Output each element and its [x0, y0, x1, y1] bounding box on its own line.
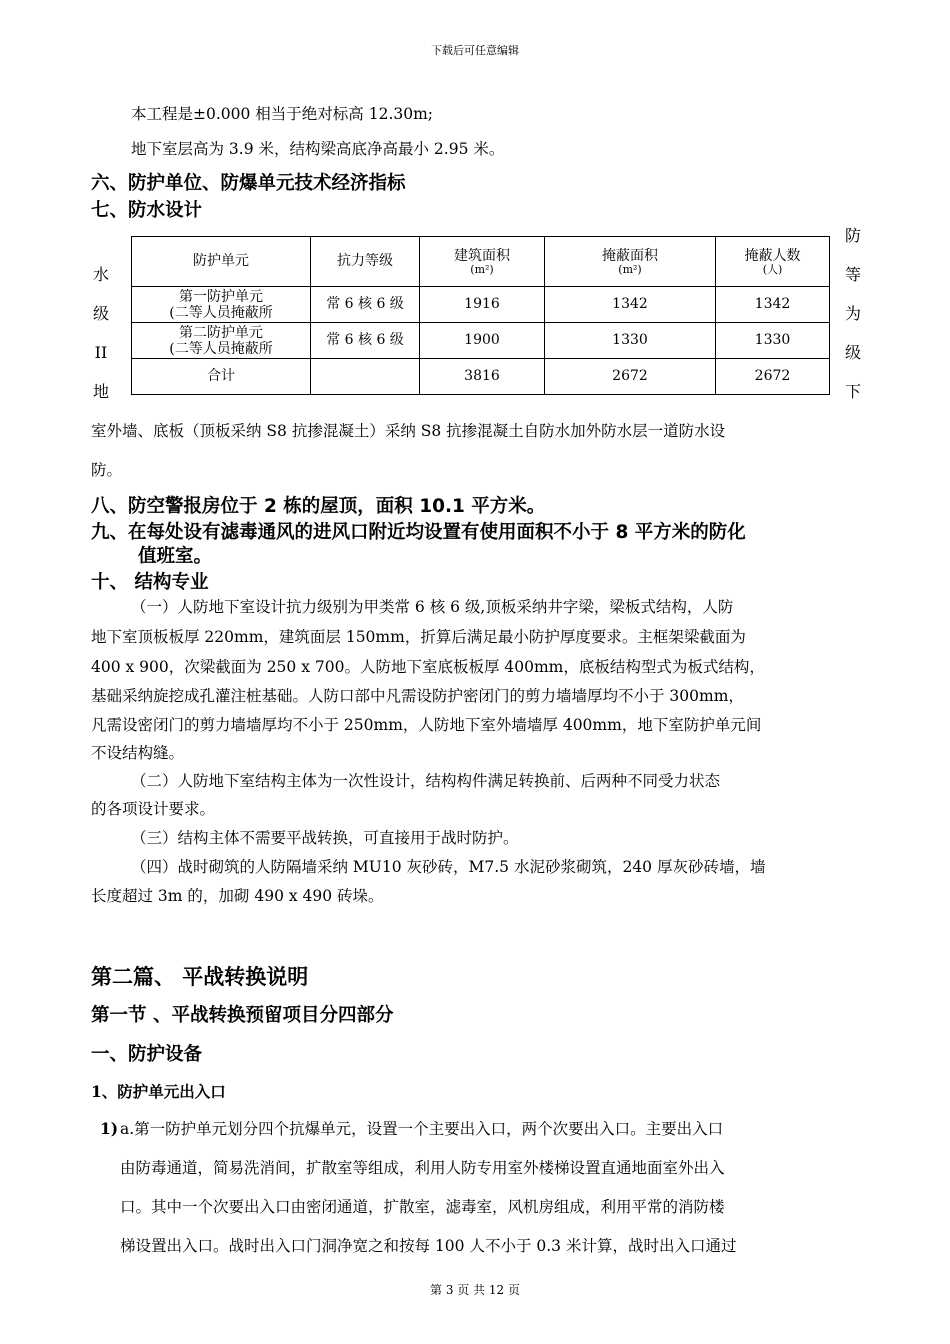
side-left-char: 地 — [92, 382, 109, 401]
side-left-char: 级 — [92, 304, 109, 323]
people-cell: 1330 — [716, 323, 830, 359]
section-one-title: 第一节 、平战转换预留项目分四部分 — [91, 1005, 394, 1026]
item-1a-line: 梯设置出入口。战时出入口门洞净宽之和按每 100 人不小于 0.3 米计算，战时出入口通过 — [120, 1237, 737, 1255]
part-two-title: 第二篇、 平战转换说明 — [91, 965, 309, 989]
item-1a-number: 1) — [100, 1119, 119, 1138]
people-cell: 2672 — [716, 359, 830, 395]
heading-9-cont: 值班室。 — [138, 546, 213, 567]
unit-cell: 第一防护单元 (二等人员掩蔽所 — [132, 287, 311, 323]
table-row — [132, 287, 830, 323]
table-total-row — [132, 359, 830, 395]
side-left-char: 水 — [92, 265, 109, 284]
shelter-cell: 2672 — [545, 359, 716, 395]
intro-line-2: 地下室层高为 3.9 米，结构梁高底净高最小 2.95 米。 — [131, 140, 505, 158]
side-left-char: II — [94, 343, 108, 362]
item-1: 1、防护单元出入口 — [91, 1082, 226, 1101]
side-right-char: 下 — [844, 382, 861, 401]
area-cell: 1916 — [420, 287, 545, 323]
structure-line: 地下室顶板板厚 220mm，建筑面层 150mm，折算后满足最小防护厚度要求。主框架梁截面为 — [91, 628, 746, 646]
structure-line: （四）战时砌筑的人防隔墙采纳 MU10 灰砂砖，M7.5 水泥砂浆砌筑，240 厚灰砂砖墙，墙 — [131, 858, 766, 876]
header-cell: 掩蔽面积 (m²) — [545, 237, 716, 287]
area-cell: 1900 — [420, 323, 545, 359]
structure-line: 凡需设密闭门的剪力墙墙厚均不小于 250mm，人防地下室外墙墙厚 400mm，地下室防护单元间 — [91, 716, 762, 734]
table-row — [132, 323, 830, 359]
side-right-char: 级 — [844, 343, 861, 362]
protection-unit-table — [131, 236, 830, 395]
unit-cell: 合计 — [132, 359, 311, 395]
item-1a-line: a.第一防护单元划分四个抗爆单元，设置一个主要出入口，两个次要出入口。主要出入口 — [120, 1120, 724, 1138]
structure-line: （二）人防地下室结构主体为一次性设计，结构构件满足转换前、后两种不同受力状态 — [131, 772, 721, 790]
heading-8: 八、防空警报房位于 2 栋的屋顶，面积 10.1 平方米。 — [91, 496, 546, 517]
page-header: 下载后可任意编辑 — [431, 44, 519, 57]
side-right-char: 为 — [844, 304, 861, 323]
structure-line: 基础采纳旋挖成孔灌注桩基础。人防口部中凡需设防护密闭门的剪力墙墙厚均不小于 300mm， — [91, 687, 744, 705]
grade-cell — [311, 359, 420, 395]
structure-line: 的各项设计要求。 — [91, 800, 216, 818]
shelter-cell: 1342 — [545, 287, 716, 323]
grade-cell: 常 6 核 6 级 — [311, 323, 420, 359]
structure-line: （一）人防地下室设计抗力级别为甲类常 6 核 6 级,顶板采纳井字梁，梁板式结构，人防 — [131, 598, 734, 616]
grade-cell: 常 6 核 6 级 — [311, 287, 420, 323]
header-cell: 抗力等级 — [311, 237, 420, 287]
unit-cell: 第二防护单元 (二等人员掩蔽所 — [132, 323, 311, 359]
item-1a-line: 口。其中一个次要出入口由密闭通道，扩散室，滤毒室，风机房组成，利用平常的消防楼 — [120, 1198, 725, 1216]
structure-line: 400 x 900，次梁截面为 250 x 700。人防地下室底板板厚 400mm，底板结构型式为板式结构， — [91, 658, 765, 676]
waterproof-line-2: 防。 — [91, 461, 123, 479]
heading-6: 六、防护单位、防爆单元技术经济指标 — [91, 173, 406, 194]
shelter-cell: 1330 — [545, 323, 716, 359]
table-header-row — [132, 237, 830, 287]
header-cell: 建筑面积 (m²) — [420, 237, 545, 287]
structure-line: 不设结构缝。 — [91, 744, 185, 762]
subsection-one-title: 一、防护设备 — [91, 1044, 203, 1065]
structure-line: （三）结构主体不需要平战转换，可直接用于战时防护。 — [131, 829, 519, 847]
side-right-char: 等 — [844, 265, 861, 284]
header-cell: 防护单元 — [132, 237, 311, 287]
heading-10: 十、 结构专业 — [91, 572, 209, 593]
header-cell: 掩蔽人数 (人) — [716, 237, 830, 287]
side-right-char: 防 — [844, 226, 861, 245]
page-footer: 第 3 页 共 12 页 — [430, 1283, 520, 1297]
structure-line: 长度超过 3m 的，加砌 490 x 490 砖垛。 — [91, 887, 384, 905]
heading-9: 九、在每处设有滤毒通风的进风口附近均设置有使用面积不小于 8 平方米的防化 — [91, 522, 746, 543]
waterproof-line-1: 室外墙、底板（顶板采纳 S8 抗掺混凝土）采纳 S8 抗掺混凝土自防水加外防水层一道防水设 — [91, 422, 726, 440]
item-1a-line: 由防毒通道，简易洗消间，扩散室等组成，利用人防专用室外楼梯设置直通地面室外出入 — [120, 1159, 725, 1177]
area-cell: 3816 — [420, 359, 545, 395]
intro-line-1: 本工程是±0.000 相当于绝对标高 12.30m; — [131, 105, 434, 123]
heading-7: 七、防水设计 — [91, 200, 203, 221]
people-cell: 1342 — [716, 287, 830, 323]
